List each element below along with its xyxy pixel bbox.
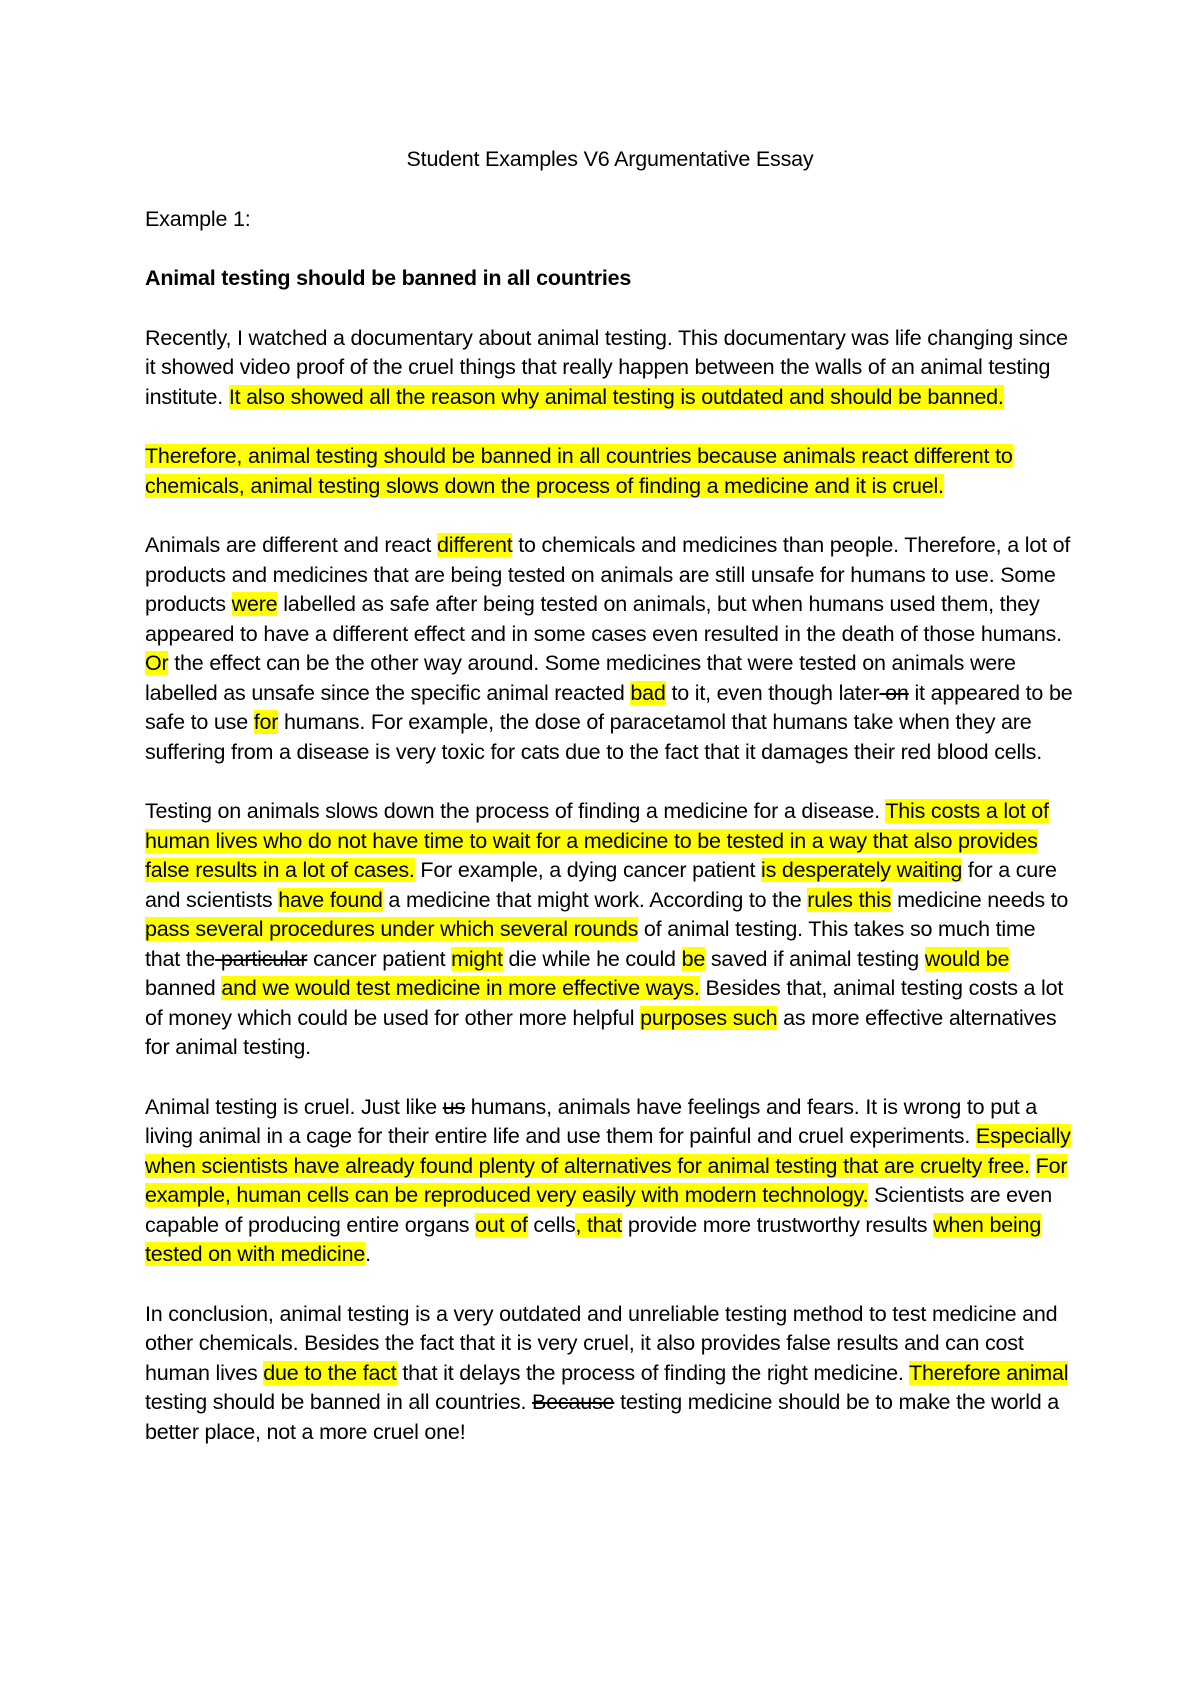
text-run: Animals are different and react xyxy=(145,533,437,557)
paragraph-argument-slows-process xyxy=(145,797,1075,1063)
text-run: medicine needs to xyxy=(891,887,1069,912)
text-run: cells xyxy=(527,1212,576,1237)
text-run: In conclusion, animal testing is a very outdated and unreliable testing method to test medicine and other chemicals. Besides the fact that it is very cruel, it also provides false results and can cost human lives xyxy=(145,1301,1058,1385)
paragraph-argument-different-reactions xyxy=(145,531,1075,767)
text-run: to it, even though later xyxy=(665,680,880,705)
highlighted-text: Or xyxy=(145,651,169,675)
text-run: the effect can be the other way around. Some medicines that were tested on animals were labelled as unsafe since the specific animal reacted xyxy=(145,651,1016,705)
text-run xyxy=(1030,1154,1036,1178)
highlighted-text: would be xyxy=(924,946,1010,971)
text-run: Animal testing is cruel. Just like xyxy=(145,1094,443,1119)
text-run: Testing on animals slows down the process of finding a medicine for a disease. xyxy=(145,799,886,823)
text-run: cancer patient xyxy=(307,946,452,971)
text-run: Scientists are even capable of producing entire organs xyxy=(145,1183,1052,1237)
text-run: humans. For example, the dose of paracetamol that humans take when they are suffering from a disease is very toxic for cats due to the fact that it damages their red blood cells. xyxy=(145,710,1042,764)
paragraph-argument-cruel xyxy=(145,1093,1075,1270)
paragraph-thesis xyxy=(145,442,1075,501)
highlighted-text: , that xyxy=(575,1212,623,1237)
highlighted-text: This costs a lot of human lives who do not have time to wait for a medicine to be tested in a way that also provides false results in a lot of cases. xyxy=(145,799,1049,882)
highlighted-text: and we would test medicine in more effective ways. xyxy=(221,976,700,1000)
highlighted-text: It also showed all the reason why animal testing is outdated and should be banned. xyxy=(228,384,1004,409)
highlighted-text: purposes such xyxy=(640,1005,778,1030)
text-run: labelled as safe after being tested on animals, but when humans used them, they appeared to have a different effect and in some cases even resulted in the death of those humans. xyxy=(145,592,1062,646)
essay-title: Animal testing should be banned in all countries xyxy=(145,266,632,290)
text-run: testing should be banned in all countries. xyxy=(145,1390,533,1414)
highlighted-text: have found xyxy=(278,887,383,912)
highlighted-text: be xyxy=(681,946,706,971)
text-run: of animal testing. This takes so much time that the xyxy=(145,917,1036,971)
text-run: provide more trustworthy results xyxy=(622,1212,934,1237)
text-run: banned xyxy=(145,976,222,1000)
highlighted-text: different xyxy=(436,533,513,557)
highlighted-text: Therefore, animal testing should be banned in all countries because animals react different to chemicals, animal testing slows down the process of finding a medicine and it is cruel. xyxy=(145,444,1013,498)
highlighted-text: due to the fact xyxy=(263,1360,397,1385)
text-run: die while he could xyxy=(502,946,682,971)
highlighted-text: were xyxy=(231,592,278,616)
text-run: saved if animal testing xyxy=(705,946,925,971)
text-run: for a cure and scientists xyxy=(145,858,1057,912)
highlighted-text: pass several procedures under which several rounds xyxy=(145,917,639,941)
struck-text: Because xyxy=(532,1390,615,1414)
example-label: Example 1: xyxy=(145,206,251,231)
highlighted-text: Especially when scientists have already found plenty of alternatives for animal testing that are cruelty free. xyxy=(145,1124,1071,1178)
text-run: Recently, I watched a documentary about animal testing. This documentary was life changing since it showed video proof of the cruel things that really happen between the walls of an animal testing institute. xyxy=(145,325,1068,409)
document-title: Student Examples V6 Argumentative Essay xyxy=(406,147,814,171)
highlighted-text: rules this xyxy=(807,887,892,912)
text-run: a medicine that might work. According to the xyxy=(382,887,808,912)
struck-text: on xyxy=(879,680,909,705)
text-run: to chemicals and medicines than people. Therefore, a lot of products and medicines that are being tested on animals are still unsafe for humans to use. Some products xyxy=(145,533,1071,616)
struck-text: particular xyxy=(215,946,308,971)
highlighted-text: might xyxy=(451,946,503,971)
highlighted-text: for xyxy=(253,710,279,734)
text-run: humans, animals have feelings and fears. It is wrong to put a living animal in a cage for their entire life and use them for painful and cruel experiments. xyxy=(145,1094,1038,1148)
paragraph-conclusion xyxy=(145,1300,1075,1448)
highlighted-text: For example, human cells can be reproduced very easily with modern technology. xyxy=(145,1153,1068,1207)
text-run: it appeared to be safe to use xyxy=(145,680,1073,734)
document-page xyxy=(145,145,1075,1447)
highlighted-text: when being tested on with medicine xyxy=(145,1212,1042,1266)
struck-text: us xyxy=(442,1094,466,1119)
highlighted-text: bad xyxy=(630,680,666,705)
highlighted-text: Therefore animal xyxy=(909,1360,1069,1385)
text-run: that it delays the process of finding the right medicine. xyxy=(396,1360,910,1385)
paragraph-introduction xyxy=(145,324,1075,413)
highlighted-text: out of xyxy=(475,1212,528,1237)
text-run: testing medicine should be to make the world a better place, not a more cruel one! xyxy=(145,1390,1060,1444)
highlighted-text: is desperately waiting xyxy=(761,858,963,882)
text-run: For example, a dying cancer patient xyxy=(414,858,761,882)
text-run: as more effective alternatives for animal testing. xyxy=(145,1005,1057,1059)
text-run: Besides that, animal testing costs a lot of money which could be used for other more helpful xyxy=(145,976,1064,1030)
text-run: . xyxy=(365,1242,371,1266)
